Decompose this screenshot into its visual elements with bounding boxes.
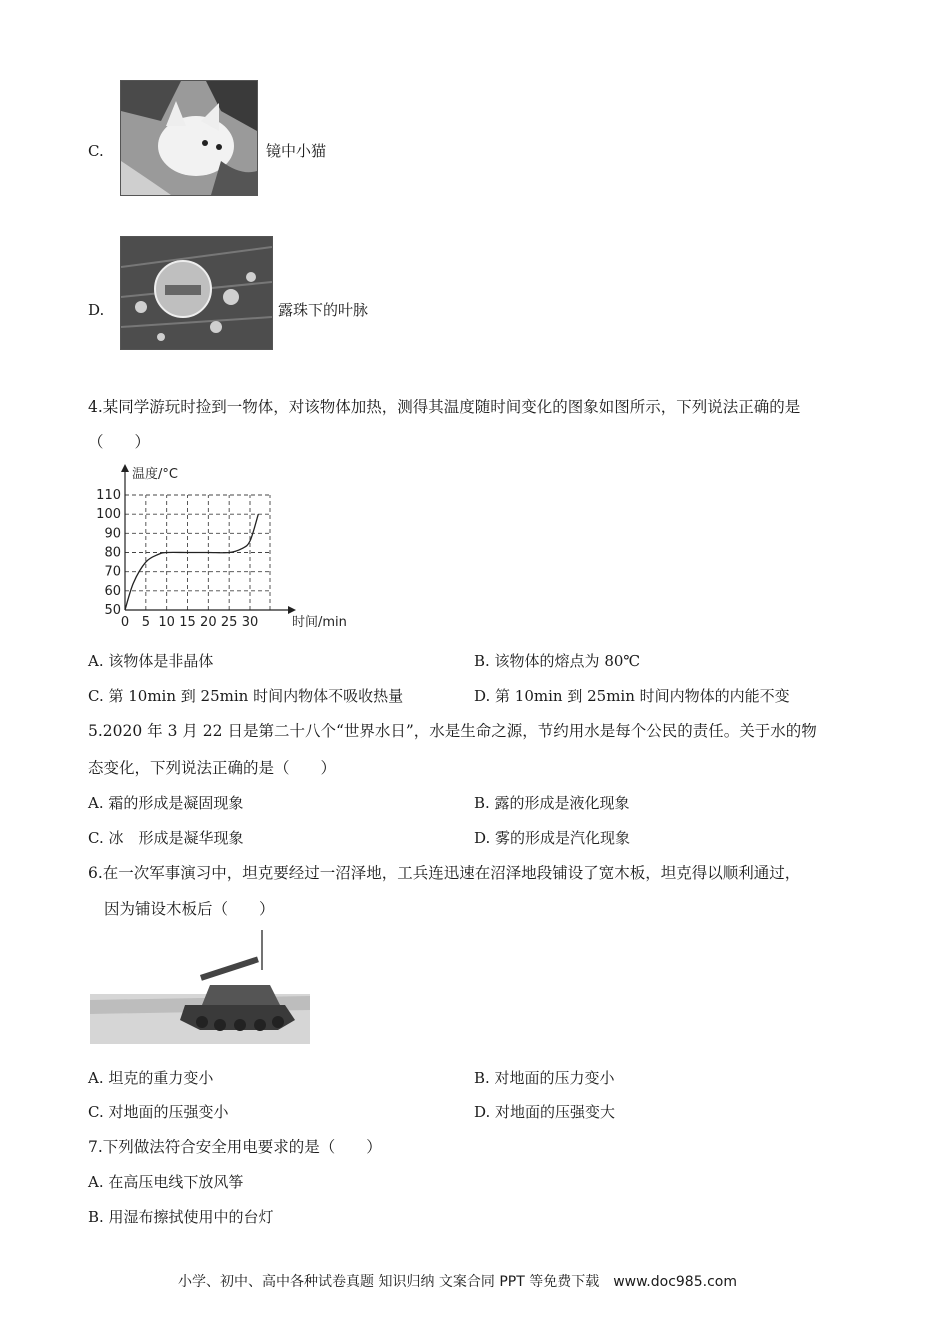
temperature-curve [125, 514, 258, 610]
q6-option-b: B. 对地面的压力变小 [474, 1069, 615, 1087]
q4-stem-line2: （ ） [88, 433, 151, 451]
q4-stem-line1: 4.某同学游玩时捡到一物体，对该物体加热，测得其温度随时间变化的图象如图所示，下列说法正确的是 [88, 398, 801, 416]
q6-option-c: C. 对地面的压强变小 [88, 1103, 229, 1121]
q6-option-d: D. 对地面的压强变大 [474, 1103, 616, 1121]
x-tick-labels [121, 615, 258, 630]
q4-option-b: B. 该物体的熔点为 80℃ [474, 652, 641, 670]
q4-option-d: D. 第 10min 到 25min 时间内物体的内能不变 [474, 687, 790, 705]
x-tick-label: 30 [241, 615, 259, 630]
tank-photo [90, 930, 310, 1044]
q7-option-b: B. 用湿布擦拭使用中的台灯 [88, 1208, 274, 1226]
x-axis-arrow [288, 606, 296, 614]
q5-option-c: C. 冰 形成是凝华现象 [88, 829, 244, 847]
y-tick-label: 90 [104, 526, 121, 542]
y-tick-label: 80 [104, 545, 121, 561]
x-tick-label: 25 [220, 615, 238, 630]
y-axis-label: 温度/°C [132, 467, 178, 482]
y-axis-arrow [121, 464, 129, 472]
q5-option-b: B. 露的形成是液化现象 [474, 794, 630, 812]
q4-option-c: C. 第 10min 到 25min 时间内物体不吸收热量 [88, 687, 404, 705]
mirror-cat-photo [120, 80, 258, 196]
q6-option-a: A. 坦克的重力变小 [88, 1069, 214, 1087]
q5-stem-line2: 态变化，下列说法正确的是（ ） [88, 759, 337, 777]
dewdrop-leaf-photo [120, 236, 273, 350]
q5-stem-line1: 5.2020 年 3 月 22 日是第二十八个“世界水日”，水是生命之源，节约用水是每个公民的责任。关于水的物 [88, 722, 817, 740]
x-tick-label: 15 [179, 615, 196, 630]
y-tick-label: 70 [104, 564, 121, 580]
option-caption-d: 露珠下的叶脉 [278, 301, 369, 319]
x-tick-label: 10 [158, 615, 175, 630]
y-tick-label: 50 [104, 603, 121, 618]
q5-option-a: A. 霜的形成是凝固现象 [88, 794, 244, 812]
y-tick-label: 100 [96, 507, 121, 523]
y-tick-labels [96, 488, 121, 618]
temperature-time-chart [90, 460, 370, 632]
option-caption-c: 镜中小猫 [266, 142, 327, 160]
q7-option-a: A. 在高压电线下放风筝 [88, 1173, 244, 1191]
q6-stem-line2: 因为铺设木板后（ ） [104, 900, 275, 918]
q6-stem-line1: 6.在一次军事演习中，坦克要经过一沼泽地，工兵连迅速在沼泽地段铺设了宽木板，坦克得以顺利通过， [88, 864, 801, 882]
option-letter-c: C. [88, 142, 104, 160]
option-letter-d: D. [88, 301, 105, 319]
q5-option-d: D. 雾的形成是汽化现象 [474, 829, 631, 847]
x-tick-label: 5 [141, 615, 150, 630]
y-tick-label: 110 [96, 488, 121, 503]
x-axis-label: 时间/min [292, 615, 347, 630]
page-footer: 小学、初中、高中各种试卷真题 知识归纳 文案合同 PPT 等免费下载 www.doc985.com [178, 1274, 737, 1290]
x-tick-label: 20 [200, 615, 217, 630]
x-tick-label: 0 [120, 615, 130, 630]
y-tick-label: 60 [104, 583, 121, 599]
q7-stem-line1: 7.下列做法符合安全用电要求的是（ ） [88, 1138, 382, 1156]
q4-option-a: A. 该物体是非晶体 [88, 652, 214, 670]
